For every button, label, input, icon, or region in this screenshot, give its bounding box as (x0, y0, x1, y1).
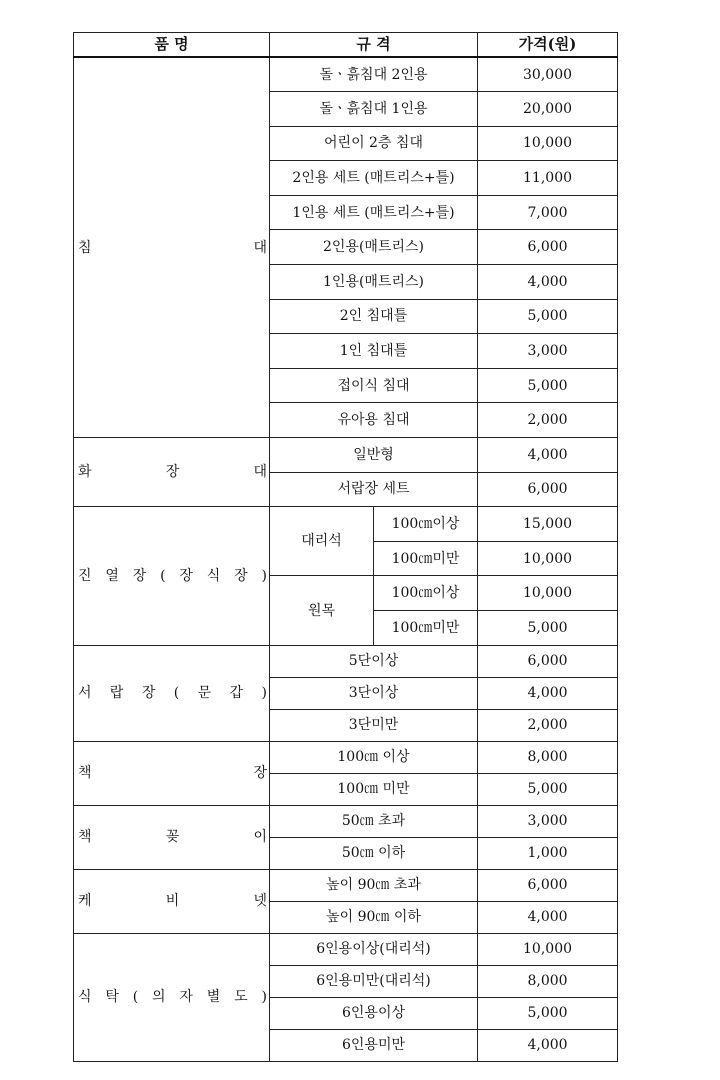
spec-cell: 1인용 세트 (매트리스+틀) (270, 195, 478, 230)
spec-cell: 50㎝ 초과 (270, 805, 478, 837)
header-spec: 규 격 (270, 33, 478, 58)
category-label: 식 탁 ( 의 자 별 도 ) (78, 989, 267, 1006)
spec-cell: 1인 침대틀 (270, 334, 478, 369)
spec-cell: 1인용(매트리스) (270, 265, 478, 300)
table-row (74, 57, 618, 92)
spec-cell: 3단미만 (270, 709, 478, 741)
price-cell: 4,000 (478, 438, 618, 473)
price-table (73, 32, 618, 1062)
category-cell (74, 805, 270, 869)
spec-cell: 접이식 침대 (270, 368, 478, 403)
spec-cell: 100㎝ 미만 (270, 773, 478, 805)
price-cell: 4,000 (478, 901, 618, 933)
spec-cell: 100㎝미만 (374, 611, 478, 646)
spec-cell: 50㎝ 이하 (270, 837, 478, 869)
price-cell: 10,000 (478, 933, 618, 965)
category-cell (74, 741, 270, 805)
material-cell: 원목 (270, 576, 374, 645)
spec-cell: 일반형 (270, 438, 478, 473)
spec-cell: 어린이 2층 침대 (270, 126, 478, 161)
spec-cell: 5단이상 (270, 645, 478, 677)
category-label: 책 꽂 이 (78, 829, 267, 846)
spec-cell: 유아용 침대 (270, 403, 478, 438)
header-item: 품 명 (74, 33, 270, 58)
spec-cell: 100㎝미만 (374, 541, 478, 576)
table-row (74, 933, 618, 965)
spec-cell: 6인용이상 (270, 997, 478, 1029)
price-cell: 15,000 (478, 507, 618, 542)
price-cell: 2,000 (478, 403, 618, 438)
price-cell: 10,000 (478, 576, 618, 611)
price-cell: 6,000 (478, 472, 618, 507)
category-label: 책 장 (78, 765, 267, 782)
price-cell: 10,000 (478, 541, 618, 576)
spec-cell: 2인용 세트 (매트리스+틀) (270, 161, 478, 196)
table-row (74, 805, 618, 837)
category-cell (74, 438, 270, 507)
table-row (74, 438, 618, 473)
header-row (74, 33, 618, 58)
spec-cell: 6인용미만(대리석) (270, 965, 478, 997)
spec-cell: 돌ㆍ흙침대 2인용 (270, 57, 478, 92)
table-row (74, 869, 618, 901)
material-cell: 대리석 (270, 507, 374, 576)
category-cell (74, 933, 270, 1061)
price-cell: 3,000 (478, 334, 618, 369)
price-cell: 4,000 (478, 677, 618, 709)
price-cell: 5,000 (478, 611, 618, 646)
price-cell: 2,000 (478, 709, 618, 741)
spec-cell: 3단이상 (270, 677, 478, 709)
spec-cell: 100㎝이상 (374, 507, 478, 542)
price-cell: 3,000 (478, 805, 618, 837)
price-cell: 5,000 (478, 997, 618, 1029)
price-cell: 11,000 (478, 161, 618, 196)
table-row (74, 645, 618, 677)
category-cell (74, 57, 270, 438)
price-cell: 8,000 (478, 965, 618, 997)
price-cell: 20,000 (478, 92, 618, 127)
spec-cell: 높이 90㎝ 초과 (270, 869, 478, 901)
spec-cell: 돌ㆍ흙침대 1인용 (270, 92, 478, 127)
price-cell: 10,000 (478, 126, 618, 161)
spec-cell: 서랍장 세트 (270, 472, 478, 507)
category-cell (74, 507, 270, 645)
price-cell: 6,000 (478, 645, 618, 677)
category-label: 케 비 넷 (78, 893, 267, 910)
price-cell: 4,000 (478, 265, 618, 300)
table-row (74, 507, 618, 542)
category-label: 침 대 (78, 239, 267, 256)
category-label: 서 랍 장 ( 문 갑 ) (78, 685, 267, 702)
price-cell: 6,000 (478, 230, 618, 265)
spec-cell: 6인용미만 (270, 1029, 478, 1061)
spec-cell: 높이 90㎝ 이하 (270, 901, 478, 933)
spec-cell: 6인용이상(대리석) (270, 933, 478, 965)
price-cell: 5,000 (478, 368, 618, 403)
price-cell: 5,000 (478, 773, 618, 805)
price-cell: 5,000 (478, 299, 618, 334)
category-cell (74, 645, 270, 741)
spec-cell: 2인 침대틀 (270, 299, 478, 334)
spec-cell: 100㎝이상 (374, 576, 478, 611)
spec-cell: 2인용(매트리스) (270, 230, 478, 265)
price-cell: 1,000 (478, 837, 618, 869)
header-price: 가격(원) (478, 33, 618, 58)
spec-cell: 100㎝ 이상 (270, 741, 478, 773)
category-cell (74, 869, 270, 933)
price-cell: 8,000 (478, 741, 618, 773)
price-table-body (74, 57, 618, 1061)
table-row (74, 741, 618, 773)
price-cell: 7,000 (478, 195, 618, 230)
category-label: 화 장 대 (78, 464, 267, 481)
price-cell: 4,000 (478, 1029, 618, 1061)
category-label: 진 열 장 ( 장 식 장 ) (78, 567, 267, 584)
price-cell: 6,000 (478, 869, 618, 901)
price-cell: 30,000 (478, 57, 618, 92)
